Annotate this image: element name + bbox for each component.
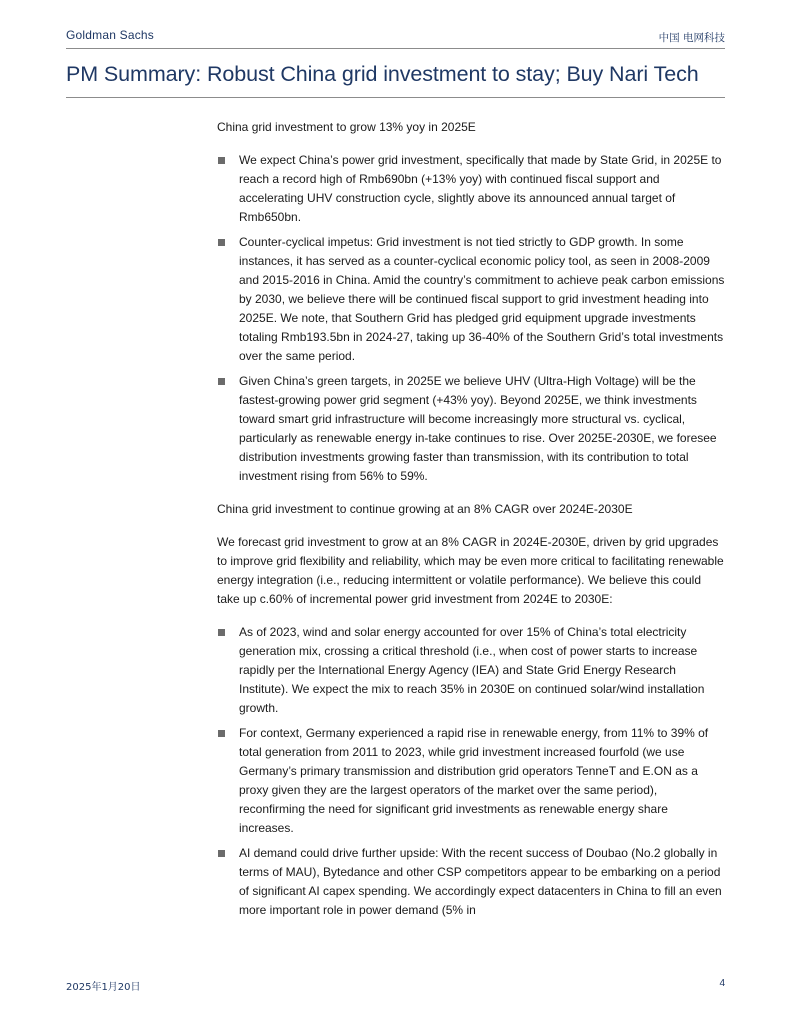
- page-number: 4: [719, 978, 725, 989]
- section-heading-grid-growth: China grid investment to grow 13% yoy in 2025E: [217, 120, 476, 134]
- square-bullet-icon: [218, 157, 225, 164]
- list-item-text: Counter-cyclical impetus: Grid investment is not tied strictly to GDP growth. In some instances, it has served as a counter-cyclical economic policy tool, as seen in 2008-2009 and 2015-2016 in China. Amid the country’s commitment to achieve peak carbon emissions by 2030, we believe there will be continued fiscal support to grid investment heading into 2025E. We note, that Southern Grid has pledged grid equipment upgrade investments totaling Rmb193.5bn in 2024-27, taking up 36-40% of the Southern Grid’s total investments over the same period.: [239, 235, 725, 363]
- list-item-text: AI demand could drive further upside: With the recent success of Doubao (No.2 globally in terms of MAU), Bytedance and other CSP competitors appear to be embarking on a period of significant AI capex spending. We accordingly expect datacenters in China to fill an even more important role in power demand (5% in: [239, 846, 722, 917]
- header-brand: Goldman Sachs: [66, 28, 154, 42]
- bullet-list-cagr: [217, 623, 725, 920]
- page-title: PM Summary: Robust China grid investment to stay; Buy Nari Tech: [66, 62, 699, 86]
- square-bullet-icon: [218, 629, 225, 636]
- bullet-list-grid-growth: [217, 151, 725, 486]
- header-divider: [66, 48, 725, 49]
- square-bullet-icon: [218, 730, 225, 737]
- list-item: [217, 623, 725, 718]
- list-item: [217, 151, 725, 227]
- list-item: [217, 724, 725, 838]
- section-heading-cagr: China grid investment to continue growing at an 8% CAGR over 2024E-2030E: [217, 502, 633, 516]
- square-bullet-icon: [218, 378, 225, 385]
- list-item: [217, 372, 725, 486]
- square-bullet-icon: [218, 239, 225, 246]
- list-item-text: Given China’s green targets, in 2025E we believe UHV (Ultra-High Voltage) will be the fastest-growing power grid segment (+43% yoy). Beyond 2025E, we think investments toward smart grid infrastructure will become increasingly more structural vs. cyclical, particularly as renewable energy in-take continues to rise. Over 2025E-2030E, we foresee distribution investments growing faster than transmission, with its contribution to total investment rising from 56% to 59%.: [239, 374, 717, 483]
- header-report-label: 中国 电网科技: [658, 32, 725, 44]
- footer-date: 2025年1月20日: [66, 982, 141, 993]
- list-item-text: We expect China’s power grid investment, specifically that made by State Grid, in 2025E to reach a record high of Rmb690bn (+13% yoy) with continued fiscal support and accelerating UHV construction cycle, slightly above its announced annual target of Rmb650bn.: [239, 153, 722, 224]
- square-bullet-icon: [218, 850, 225, 857]
- list-item-text: For context, Germany experienced a rapid rise in renewable energy, from 11% to 39% of total generation from 2011 to 2023, while grid investment increased fourfold (we use Germany’s primary transmission and distribution grid operators TenneT and E.ON as a proxy given they are the largest operators of the market over the same period), reconfirming the need for significant grid investments as renewable energy share increases.: [239, 726, 709, 835]
- list-item-text: As of 2023, wind and solar energy accounted for over 15% of China’s total electricity generation mix, crossing a critical threshold (i.e., when cost of power starts to increase rapidly per the International Energy Agency (IEA) and State Grid Energy Research Institute). We expect the mix to reach 35% in 2030E on continued solar/wind installation growth.: [239, 625, 705, 715]
- list-item: [217, 233, 725, 366]
- main-content: [217, 118, 725, 934]
- title-divider: [66, 97, 725, 98]
- list-item: [217, 844, 725, 920]
- section-intro-paragraph: We forecast grid investment to grow at an 8% CAGR in 2024E-2030E, driven by grid upgrades to improve grid flexibility and reliability, which may be even more critical to facilitating renewable energy integration (i.e., reducing intermittent or volatile performance). We believe this could take up c.60% of incremental power grid investment from 2024E to 2030E:: [217, 535, 724, 606]
